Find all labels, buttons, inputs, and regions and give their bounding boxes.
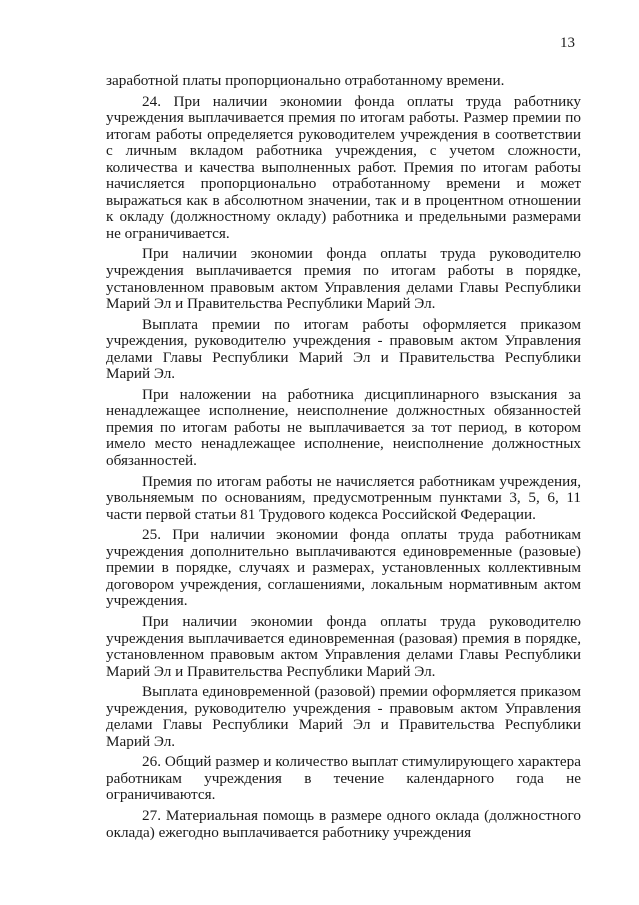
page-number: 13 (560, 35, 575, 51)
paragraph-disciplinary: При наложении на работника дисциплинарного взыскания за ненадлежащее исполнение, неисполнение должностных обязанностей премия по итогам работы не выплачивается за тот период, в котором имело место ненадлежащее исполнение, неисполнение должностных обязанностей. (106, 385, 581, 470)
paragraph-item-25: 25. При наличии экономии фонда оплаты труда работникам учреждения дополнительно выплачиваются единовременные (разовые) премии в порядке, случаях и размерах, установленных коллективным договором учреждения, соглашениями, локальным нормативным актом учреждения. (106, 526, 581, 610)
paragraph-head-bonus: При наличии экономии фонда оплаты труда руководителю учреждения выплачивается премия по итогам работы в порядке, установленном правовым актом Управления делами Главы Республики Марий Эл и Правительства Республики Марий Эл. (106, 245, 581, 313)
paragraph-item-27: 27. Материальная помощь в размере одного оклада (должностного оклада) ежегодно выплачивается работнику учреждения (106, 806, 581, 841)
paragraph-head-onetime-bonus: При наличии экономии фонда оплаты труда руководителю учреждения выплачивается единовременная (разовая) премия в порядке, установленном правовым актом Управления делами Главы Республики Марий Эл и Правительства Республики Марий Эл. (106, 612, 581, 680)
paragraph-continuation: заработной платы пропорционально отработанному времени. (106, 72, 505, 89)
paragraph-item-24: 24. При наличии экономии фонда оплаты труда работнику учреждения выплачивается премия по итогам работы. Размер премии по итогам работы определяется руководителем учреждения в соответствии с личным вкладом работника учреждения, с учетом сложности, количества и качества выполненных работ. Премия по итогам работы начисляется пропорционально отработанному времени и может выражаться как в абсолютном значении, так и в процентном отношении к окладу (должностному окладу) работника и предельными размерами не ограничивается. (106, 92, 581, 242)
document-body (106, 73, 581, 845)
paragraph-item-26: 26. Общий размер и количество выплат стимулирующего характера работникам учреждения в течение календарного года не ограничиваются. (106, 753, 581, 804)
paragraph-dismissal: Премия по итогам работы не начисляется работникам учреждения, увольняемым по основаниям, предусмотренным пунктами 3, 5, 6, 11 части первой статьи 81 Трудового кодекса Российской Федерации. (106, 472, 581, 523)
paragraph-bonus-order: Выплата премии по итогам работы оформляется приказом учреждения, руководителю учреждения - правовым актом Управления делами Главы Республики Марий Эл и Правительства Республики Марий Эл. (106, 315, 581, 383)
paragraph-onetime-bonus-order: Выплата единовременной (разовой) премии оформляется приказом учреждения, руководителю учреждения - правовым актом Управления делами Главы Республики Марий Эл и Правительства Республики Марий Эл. (106, 683, 581, 750)
